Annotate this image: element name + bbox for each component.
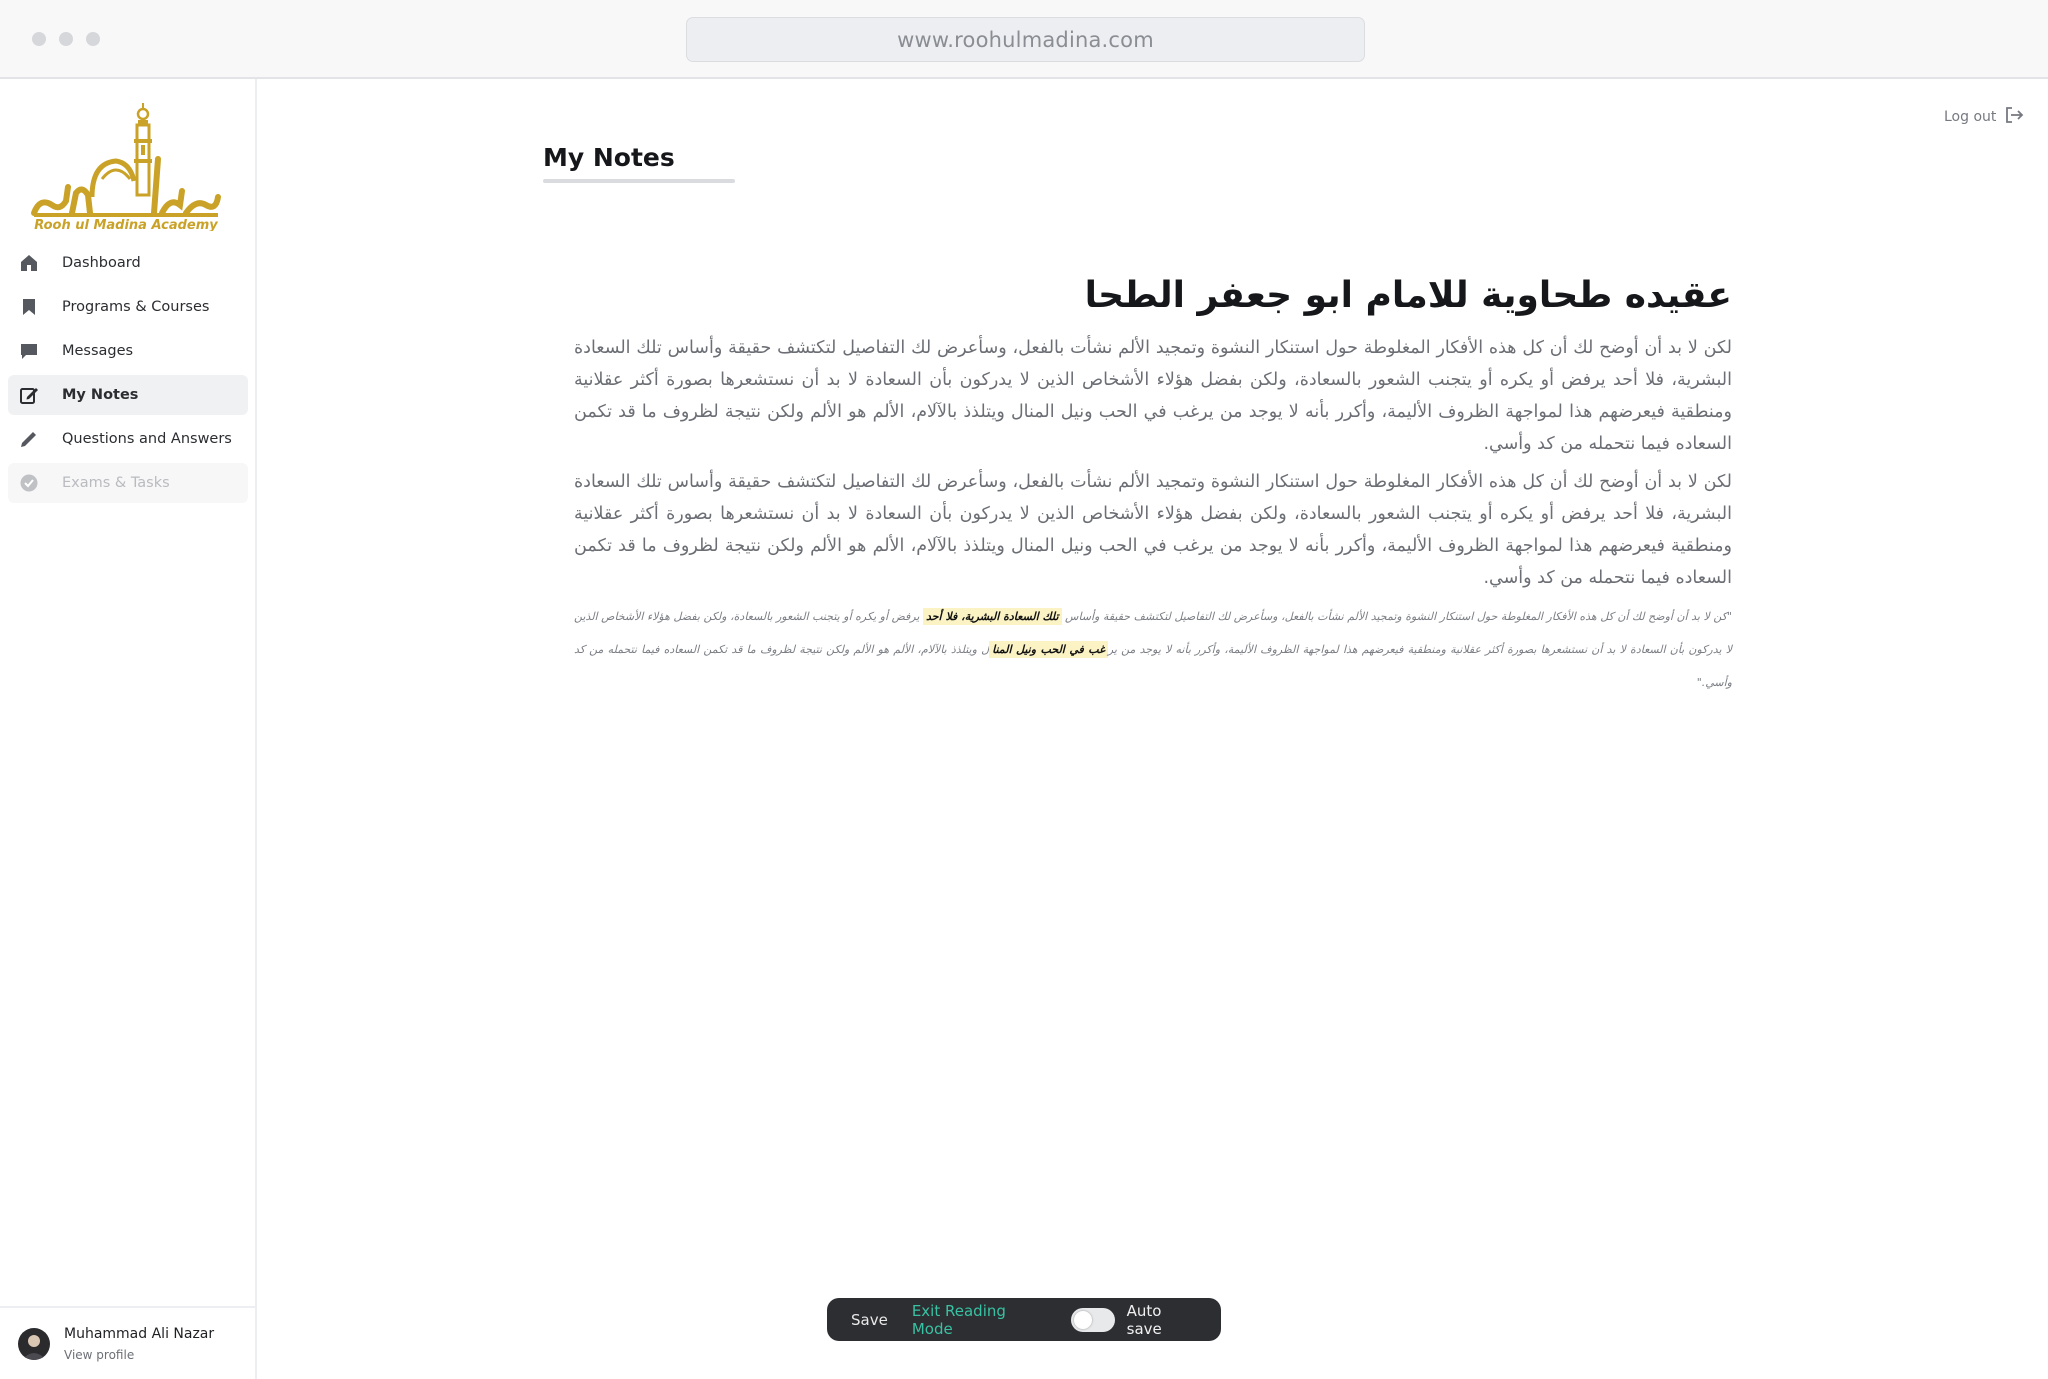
view-profile-link[interactable]: View profile xyxy=(64,1348,135,1362)
sidebar-item-label: Messages xyxy=(62,343,134,359)
note-paragraph-2: لكن لا بد أن أوضح لك أن كل هذه الأفكار المغلوطة حول استنكار النشوة وتمجيد الألم نشأت بالفعل، وسأعرض لك التفاصيل لتكتشف حقيقة وأساس تلك السعادة البشرية، فلا أحد يرفض أو يكره أو يتجنب الشعور بالسعادة، ولكن بفضل هؤلاء الأشخاص الذين لا يدركون بأن السعادة لا بد أن نستشعرها بصورة أكثر عقلانية ومنطقية فيعرضهم هذا لمواجهة الظروف الأليمة، وأكرر بأنه لا يوجد من يرغب في الحب ونيل المنال ويتلذذ بالآلام، الألم هو الألم ولكن نتيجة لظروف ما قد تكمن السعاده فيما نتحمله من كد وأسي. xyxy=(574,472,1732,588)
close-window-dot[interactable] xyxy=(32,32,46,46)
toggle-knob xyxy=(1074,1311,1092,1329)
sidebar-item-label: My Notes xyxy=(62,387,139,403)
highlighted-text[interactable]: تلك السعادة البشرية، فلا أحد xyxy=(923,608,1062,625)
sidebar-item-programs-courses[interactable] xyxy=(8,287,248,327)
quote-text: ل ويتلذذ بالآلام، الألم هو الألم ولكن نتيجة لظروف ما قد تكمن السعاده فيما نتحمله من كد وأسي." xyxy=(574,643,1732,689)
sidebar xyxy=(0,79,257,1379)
page-title: My Notes xyxy=(543,143,675,172)
sidebar-item-label: Questions and Answers xyxy=(62,431,232,447)
sidebar-item-my-notes[interactable] xyxy=(8,375,248,415)
edit-note-icon xyxy=(18,384,40,406)
exit-reading-mode-button[interactable]: Exit Reading Mode xyxy=(911,1301,1006,1338)
sidebar-item-dashboard[interactable] xyxy=(8,243,248,283)
page-title-underline xyxy=(543,179,735,183)
bookmark-icon xyxy=(18,296,40,318)
avatar[interactable] xyxy=(18,1328,50,1360)
sidebar-item-questions-answers[interactable] xyxy=(8,419,248,459)
quote-text: "كن لا بد أن أوضح لك أن كل هذه الأفكار المغلوطة حول استنكار النشوة وتمجيد الألم نشأت بالفعل، وسأعرض لك التفاصيل لتكتشف حقيقة وأساس xyxy=(1061,610,1732,623)
sidebar-item-label: Dashboard xyxy=(62,255,141,271)
note-title: عقيده طحاوية للامام ابو جعفر الطحا xyxy=(1084,275,1732,316)
sidebar-item-label: Exams & Tasks xyxy=(62,475,170,491)
window-controls xyxy=(32,32,100,46)
check-circle-icon xyxy=(18,472,40,494)
highlighted-text[interactable]: غب في الحب ونيل المنا xyxy=(989,641,1108,658)
profile-name: Muhammad Ali Nazar xyxy=(64,1326,215,1342)
pencil-icon xyxy=(18,428,40,450)
minimize-window-dot[interactable] xyxy=(59,32,73,46)
note-content xyxy=(574,268,1732,699)
sidebar-item-label: Programs & Courses xyxy=(62,299,210,315)
quote-text: يرفض أو يكره أو يتجنب الشعور بالسعادة، ولكن بفضل هؤلاء الأشخاص الذين لا يدركون بأن السعادة لا بد أن نستشعرها بصورة أكثر عقلانية ومنطقية فيعرضهم هذا لمواجهة الظروف الأليمة، وأكرر بأنه لا يوجد من ير xyxy=(574,610,1733,656)
reading-toolbar xyxy=(827,1298,1221,1341)
autosave-label: Auto save xyxy=(1126,1301,1162,1338)
home-icon xyxy=(18,252,40,274)
logout-label: Log out xyxy=(1944,109,1997,125)
sidebar-nav xyxy=(8,243,248,507)
academy-logo-mark xyxy=(30,101,222,231)
maximize-window-dot[interactable] xyxy=(86,32,100,46)
browser-chrome xyxy=(0,0,2048,79)
address-bar[interactable]: www.roohulmadina.com xyxy=(686,17,1365,62)
logout-button[interactable] xyxy=(1944,105,2024,129)
note-quote xyxy=(574,600,1732,699)
note-paragraph-1: لكن لا بد أن أوضح لك أن كل هذه الأفكار المغلوطة حول استنكار النشوة وتمجيد الألم نشأت بالفعل، وسأعرض لك التفاصيل لتكتشف حقيقة وأساس تلك السعادة البشرية، فلا أحد يرفض أو يكره أو يتجنب الشعور بالسعادة، ولكن بفضل هؤلاء الأشخاص الذين لا يدركون بأن السعادة لا بد أن نستشعرها بصورة أكثر عقلانية ومنطقية فيعرضهم هذا لمواجهة الظروف الأليمة، وأكرر بأنه لا يوجد من يرغب في الحب ونيل المنال ويتلذذ بالآلام، الألم هو الألم ولكن نتيجة لظروف ما قد تكمن السعاده فيما نتحمله من كد وأسي. xyxy=(574,338,1732,454)
save-button[interactable]: Save xyxy=(851,1310,888,1329)
logout-icon xyxy=(2004,105,2024,129)
user-profile[interactable] xyxy=(0,1306,255,1379)
sidebar-item-exams-tasks[interactable] xyxy=(8,463,248,503)
sidebar-item-messages[interactable] xyxy=(8,331,248,371)
chat-bubble-icon xyxy=(18,340,40,362)
autosave-toggle[interactable] xyxy=(1071,1308,1114,1332)
logo-wordmark: Rooh ul Madina Academy xyxy=(34,218,218,231)
academy-logo[interactable] xyxy=(30,101,222,231)
